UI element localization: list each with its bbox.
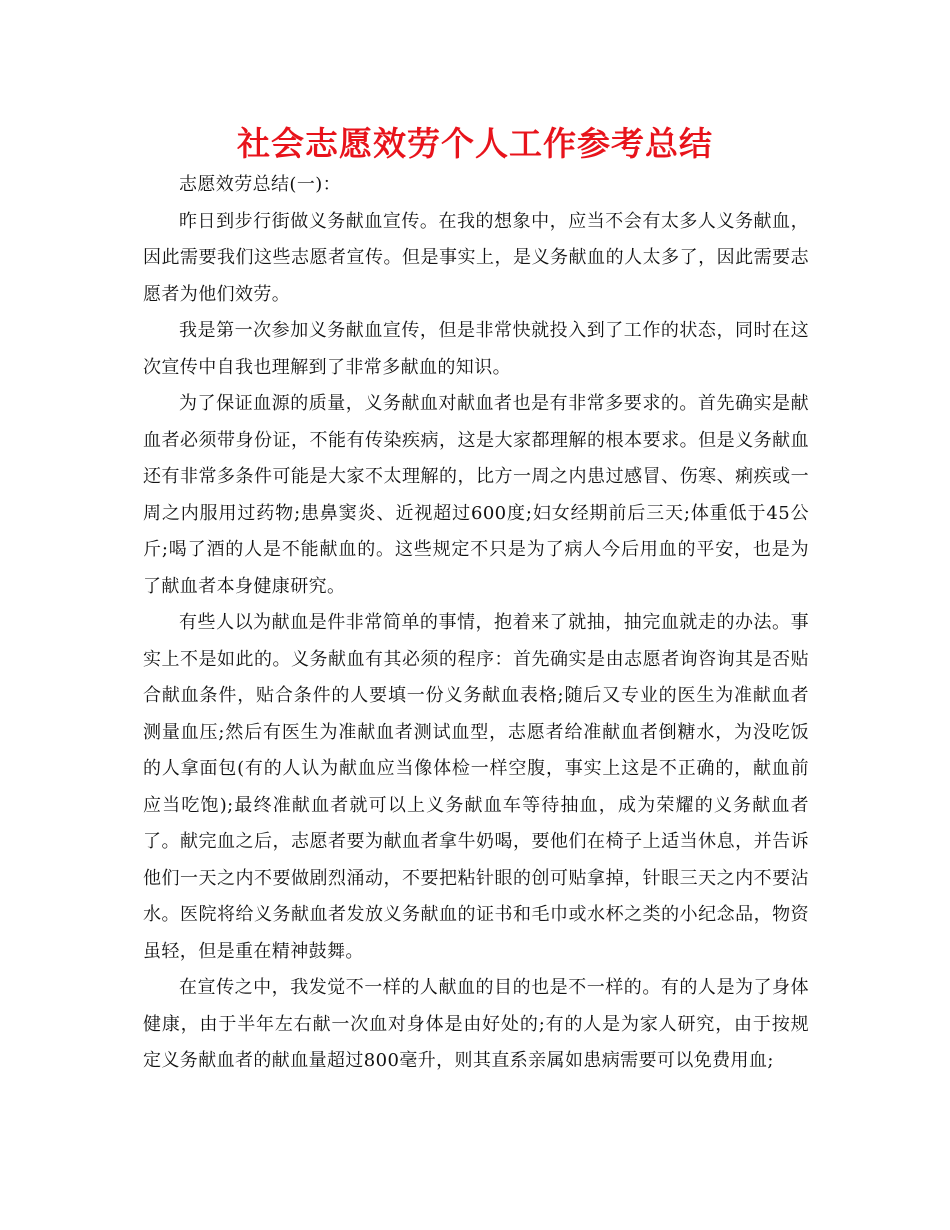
paragraph: 我是第一次参加义务献血宣传，但是非常快就投入到了工作的状态，同时在这次宣传中自我也理解到了非常多献血的知识。 bbox=[143, 320, 809, 378]
document-body bbox=[143, 167, 809, 1080]
paragraph: 在宣传之中，我发觉不一样的人献血的目的也是不一样的。有的人是为了身体健康，由于半年左右献一次血对身体是由好处的;有的人是为家人研究，由于按规定义务献血者的献血量超过800毫升，则其直系亲属如患病需要可以免费用血; bbox=[143, 977, 809, 1071]
paragraph: 昨日到步行街做义务献血宣传。在我的想象中，应当不会有太多人义务献血，因此需要我们这些志愿者宣传。但是事实上，是义务献血的人太多了，因此需要志愿者为他们效劳。 bbox=[143, 210, 809, 305]
document-title: 社会志愿效劳个人工作参考总结 bbox=[237, 124, 713, 163]
section-heading: 志愿效劳总结(一)： bbox=[179, 174, 342, 195]
paragraph: 有些人以为献血是件非常简单的事情，抱着来了就抽，抽完血就走的办法。事实上不是如此的。义务献血有其必须的程序：首先确实是由志愿者询咨询其是否贴合献血条件，贴合条件的人要填一份义务献血表格;随后又专业的医生为准献血者测量血压;然后有医生为准献血者测试血型，志愿者给准献血者倒糖水，为没吃饭的人拿面包(有的人认为献血应当像体检一样空腹，事实上这是不正确的，献血前应当吃饱);最终准献血者就可以上义务献血车等待抽血，成为荣耀的义务献血者了。献完血之后，志愿者要为献血者拿牛奶喝，要他们在椅子上适当休息，并告诉他们一天之内不要做剧烈涌动，不要把粘针眼的创可贴拿掉，针眼三天之内不要沾水。医院将给义务献血者发放义务献血的证书和毛巾或水杯之类的小纪念品，物资虽轻，但是重在精神鼓舞。 bbox=[143, 612, 809, 962]
paragraph: 为了保证血源的质量，义务献血对献血者也是有非常多要求的。首先确实是献血者必须带身份证，不能有传染疾病，这是大家都理解的根本要求。但是义务献血还有非常多条件可能是大家不太理解的，比方一周之内患过感冒、伤寒、痢疾或一周之内服用过药物;患鼻窦炎、近视超过600度;妇女经期前后三天;体重低于45公斤;喝了酒的人是不能献血的。这些规定不只是为了病人今后用血的平安，也是为了献血者本身健康研究。 bbox=[143, 393, 809, 597]
